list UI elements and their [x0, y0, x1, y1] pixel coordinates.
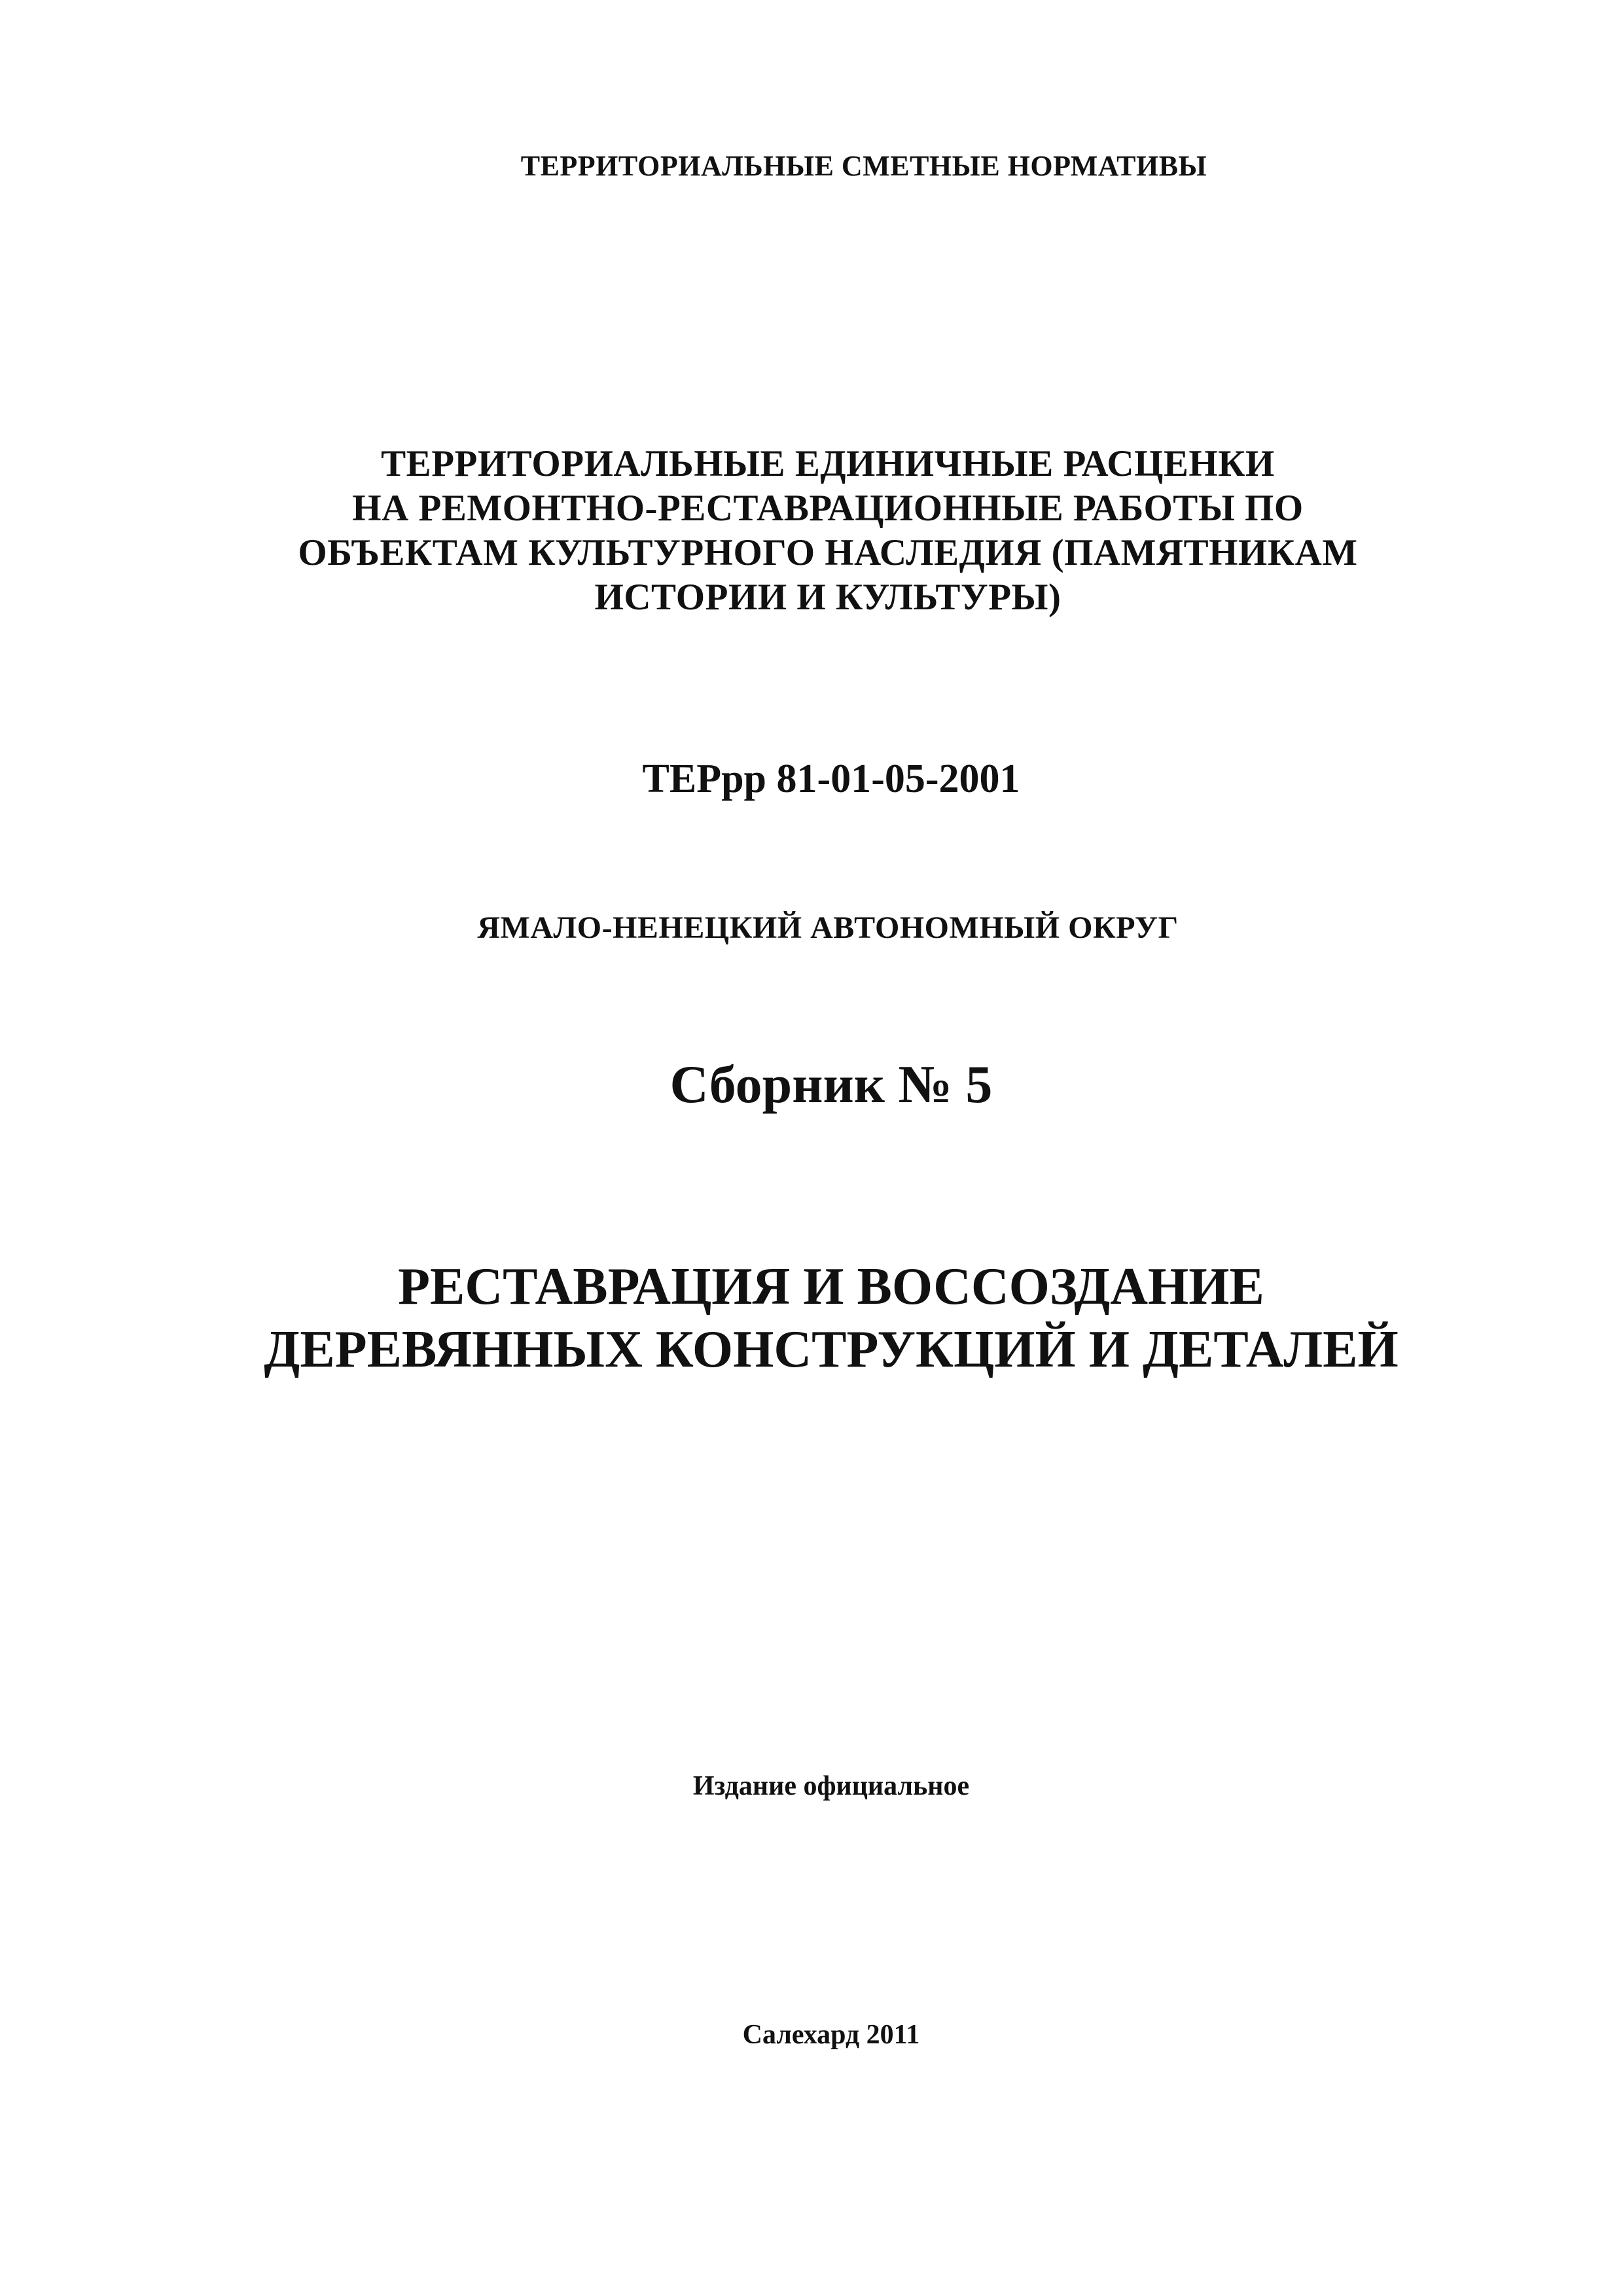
document-code: ТЕРрр 81-01-05-2001	[642, 757, 1020, 801]
edition-label: Издание официальное	[692, 1771, 970, 1801]
main-title-line: НА РЕМОНТНО-РЕСТАВРАЦИОННЫЕ РАБОТЫ ПО	[352, 488, 1304, 529]
imprint-place-year: Салехард 2011	[742, 2020, 920, 2050]
collection-number: Сборник № 5	[669, 1054, 993, 1114]
main-title-line: ТЕРРИТОРИАЛЬНЫЕ ЕДИНИЧНЫЕ РАСЦЕНКИ	[381, 443, 1275, 484]
main-title-line: ОБЪЕКТАМ КУЛЬТУРНОГО НАСЛЕДИЯ (ПАМЯТНИКАМ	[298, 532, 1358, 573]
section-title-line: РЕСТАВРАЦИЯ И ВОССОЗДАНИЕ	[398, 1258, 1264, 1316]
region-name: ЯМАЛО-НЕНЕЦКИЙ АВТОНОМНЫЙ ОКРУГ	[477, 910, 1179, 945]
main-title-line: ИСТОРИИ И КУЛЬТУРЫ)	[594, 577, 1061, 618]
section-title	[20, 1255, 1623, 1381]
series-title: ТЕРРИТОРИАЛЬНЫЕ СМЕТНЫЕ НОРМАТИВЫ	[520, 150, 1207, 182]
main-title	[16, 442, 1623, 620]
section-title-line: ДЕРЕВЯННЫХ КОНСТРУКЦИЙ И ДЕТАЛЕЙ	[264, 1321, 1399, 1378]
